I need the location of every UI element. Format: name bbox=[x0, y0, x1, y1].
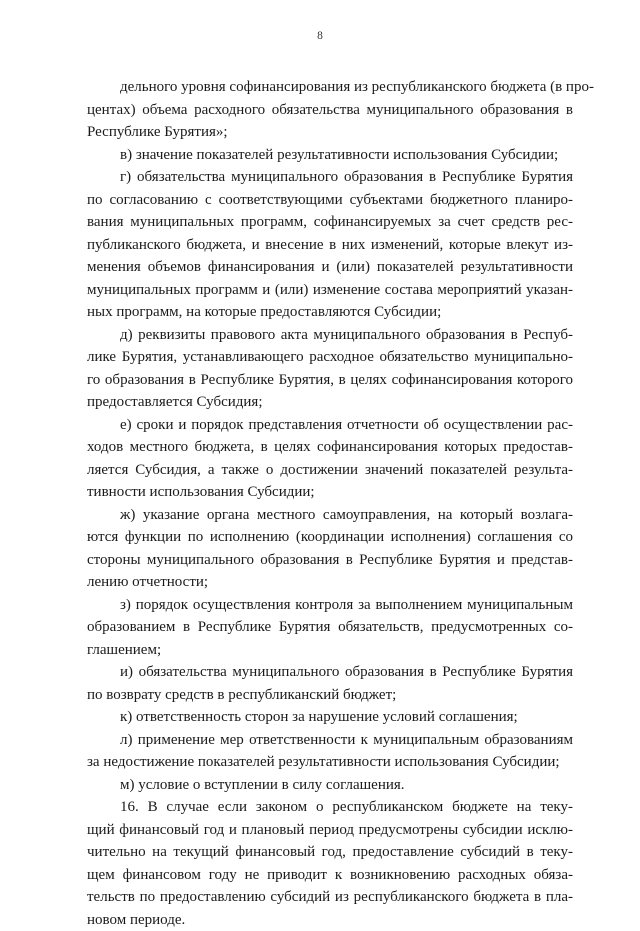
paragraph bbox=[87, 774, 573, 797]
text-line: и) обязательства муниципального образования в Республике Бурятия bbox=[87, 661, 573, 684]
text-line: щий финансовый год и плановый период предусмотрены субсидии исклю- bbox=[87, 819, 573, 842]
text-line: м) условие о вступлении в силу соглашения. bbox=[87, 774, 573, 797]
text-line: лению отчетности; bbox=[87, 571, 573, 594]
text-line: лике Бурятия, устанавливающего расходное обязательство муниципально- bbox=[87, 346, 573, 369]
paragraph bbox=[87, 706, 573, 729]
text-line: тивности использования Субсидии; bbox=[87, 481, 573, 504]
text-line: в) значение показателей результативности использования Субсидии; bbox=[87, 144, 573, 167]
page-number: 8 bbox=[0, 30, 640, 42]
text-line: глашением; bbox=[87, 639, 573, 662]
text-line: щем финансовом году не приводит к возникновению расходных обяза- bbox=[87, 864, 573, 887]
text-line: публиканского бюджета, и внесение в них изменений, которые влекут из- bbox=[87, 234, 573, 257]
text-line: центах) объема расходного обязательства муниципального образования в bbox=[87, 99, 573, 122]
paragraph bbox=[87, 729, 573, 774]
paragraph bbox=[87, 76, 573, 144]
text-line: по возврату средств в республиканский бюджет; bbox=[87, 684, 573, 707]
text-line: Республике Бурятия»; bbox=[87, 121, 573, 144]
text-line: з) порядок осуществления контроля за выполнением муниципальным bbox=[87, 594, 573, 617]
text-line: л) применение мер ответственности к муниципальным образованиям bbox=[87, 729, 573, 752]
text-line: предоставляется Субсидия; bbox=[87, 391, 573, 414]
text-line: д) реквизиты правового акта муниципального образования в Респуб- bbox=[87, 324, 573, 347]
text-line: ются функции по исполнению (координации исполнения) соглашения со bbox=[87, 526, 573, 549]
paragraph bbox=[87, 166, 573, 324]
text-line: е) сроки и порядок представления отчетности об осуществлении рас- bbox=[87, 414, 573, 437]
paragraph bbox=[87, 414, 573, 504]
document-body bbox=[87, 76, 573, 931]
text-line: стороны муниципального образования в Республике Бурятия и представ- bbox=[87, 549, 573, 572]
text-line: новом периоде. bbox=[87, 909, 573, 931]
text-line: ж) указание органа местного самоуправления, на который возлага- bbox=[87, 504, 573, 527]
paragraph bbox=[87, 796, 573, 931]
text-line: муниципальных программ и (или) изменение состава мероприятий указан- bbox=[87, 279, 573, 302]
paragraph bbox=[87, 661, 573, 706]
paragraph bbox=[87, 504, 573, 594]
text-line: по согласованию с соответствующими субъектами бюджетного планиро- bbox=[87, 189, 573, 212]
paragraph bbox=[87, 144, 573, 167]
text-line: менения объемов финансирования и (или) показателей результативности bbox=[87, 256, 573, 279]
text-line: 16. В случае если законом о республиканском бюджете на теку- bbox=[87, 796, 573, 819]
text-line: ляется Субсидия, а также о достижении значений показателей результа- bbox=[87, 459, 573, 482]
paragraph bbox=[87, 324, 573, 414]
text-line: го образования в Республике Бурятия, в целях софинансирования которого bbox=[87, 369, 573, 392]
text-line: дельного уровня софинансирования из республиканского бюджета (в про- bbox=[87, 76, 573, 99]
text-line: образованием в Республике Бурятия обязательств, предусмотренных со- bbox=[87, 616, 573, 639]
text-line: вания муниципальных программ, софинансируемых за счет средств рес- bbox=[87, 211, 573, 234]
text-line: ных программ, на которые предоставляются Субсидии; bbox=[87, 301, 573, 324]
paragraph bbox=[87, 594, 573, 662]
text-line: г) обязательства муниципального образования в Республике Бурятия bbox=[87, 166, 573, 189]
text-line: за недостижение показателей результативности использования Субсидии; bbox=[87, 751, 573, 774]
text-line: ходов местного бюджета, в целях софинансирования которых предостав- bbox=[87, 436, 573, 459]
text-line: чительно на текущий финансовый год, предоставление субсидий в теку- bbox=[87, 841, 573, 864]
text-line: к) ответственность сторон за нарушение условий соглашения; bbox=[87, 706, 573, 729]
text-line: тельств по предоставлению субсидий из республиканского бюджета в пла- bbox=[87, 886, 573, 909]
